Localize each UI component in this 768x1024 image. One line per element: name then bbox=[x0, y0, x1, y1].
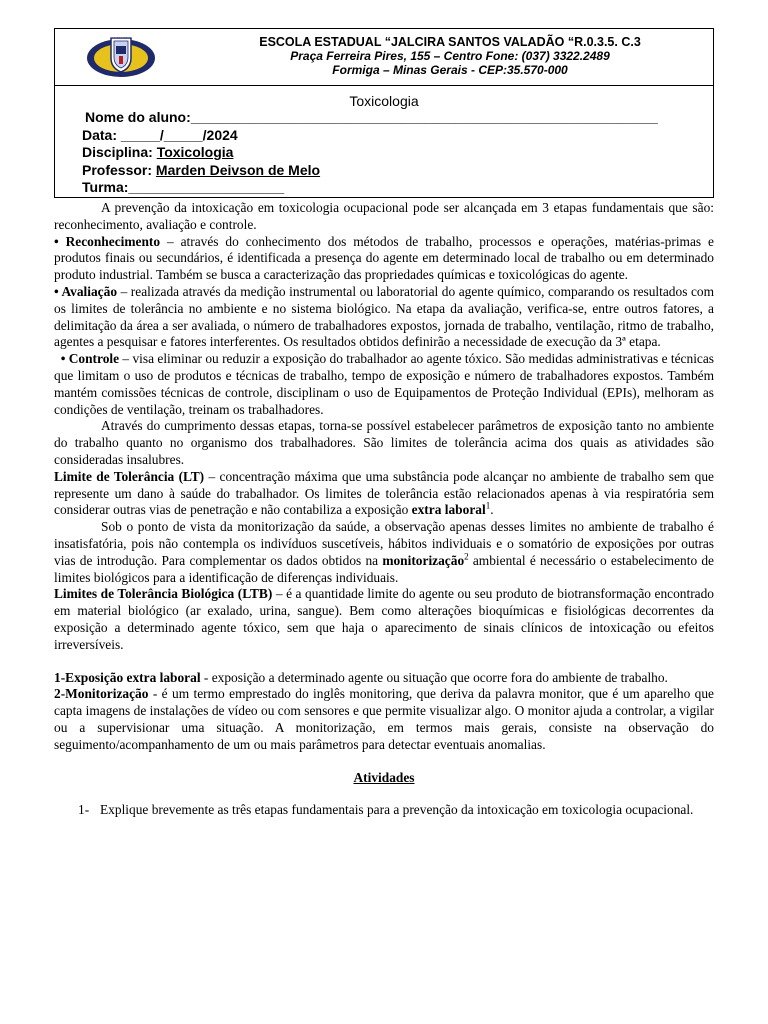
footnote-ref-2: 2 bbox=[464, 551, 469, 562]
control-text: – visa eliminar ou reduzir a exposição do trabalhador ao agente tóxico. São medidas administrativas e técnicas que limitam o uso de produtos e técnicas de trabalho, tempo de exposição e número de trabalhadores expostos. Também mantém comissões técnicas de controle, disciplinam o uso de Equipamentos de Proteção Individual (EPIs), melhoram as condições de ventilação, treinam os trabalhadores. bbox=[54, 351, 718, 417]
stages-paragraph: Através do cumprimento dessas etapas, torna-se possível estabelecer parâmetros de exposição tanto no ambiente do trabalho quanto no organismo dos trabalhadores. São limites de tolerância acima dos quais as atividades são consideradas insalubres. bbox=[54, 418, 714, 467]
question-item bbox=[78, 802, 714, 819]
lt-extra-term: extra laboral bbox=[411, 502, 486, 518]
svg-text:ESCOLA ESTADUAL: ESCOLA ESTADUAL bbox=[105, 34, 137, 39]
lt-paragraph bbox=[54, 469, 714, 519]
student-name-field: Nome do aluno:____________________________________________________________ bbox=[85, 109, 658, 125]
class-field: Turma:____________________ bbox=[82, 179, 285, 195]
student-fields bbox=[82, 109, 658, 197]
control-paragraph bbox=[54, 351, 718, 418]
monitoring-term: monitorização bbox=[382, 552, 465, 568]
recognition-paragraph bbox=[54, 234, 714, 284]
evaluation-text: – realizada através da medição instrumental ou laboratorial do agente químico, comparando os resultados com os limites de tolerância no ambiente e no sistema biológico. Na etapa da avaliação, verifica-se, entre outros fatores, a delimitação da área a ser avaliada, o número de trabalhadores expostos, jornada de trabalho, ventilação, ritmo de trabalho, agentes a pesquisar e fatores interferentes. Os resultados obtidos definirão a necessidade de execução da 3ª etapa. bbox=[54, 283, 714, 350]
discipline-label: Disciplina: bbox=[82, 144, 157, 160]
intro-paragraph: A prevenção da intoxicação em toxicologia ocupacional pode ser alcançada em 3 etapas fundamentais que são: reconhecimento, avaliação e controle. bbox=[54, 200, 714, 232]
discipline-value: Toxicologia bbox=[156, 144, 234, 160]
monitoring-text-a: Sob o ponto de vista da monitorização da saúde, a observação apenas desses limites no ambiente de trabalho é insatisfatória, pois não contempla os indivíduos suscetíveis, hábitos individuais e o somatório de exposições por outras vias de introdução. Para complementar os dados obtidos na bbox=[54, 519, 714, 568]
school-name: ESCOLA ESTADUAL “JALCIRA SANTOS VALADÃO “R.0.3.5. C.3 bbox=[259, 35, 641, 49]
footnote-2-term: 2-Monitorização bbox=[54, 686, 149, 702]
ltb-term: Limites de Tolerância Biológica (LTB) bbox=[54, 586, 273, 602]
activities-title: Atividades bbox=[353, 769, 415, 785]
spacer bbox=[54, 754, 714, 770]
spacer bbox=[54, 654, 714, 670]
footnote-ref-1: 1 bbox=[485, 500, 491, 511]
footnote-1 bbox=[54, 670, 714, 687]
footnote-2 bbox=[54, 686, 714, 753]
header-box bbox=[54, 28, 714, 198]
footnote-2-text: - é um termo emprestado do inglês monitoring, que deriva da palavra monitor, que é um aparelho que capta imagens de instalações de vídeo ou com sensores e que permite visualizar algo. O monitor ajuda a controlar, a vigilar ou a supervisionar uma situação. A monitorização, em termos mais gerais, consiste na observação do seguimento/acompanhamento de um ou mais parâmetros para detectar eventuais anomalias. bbox=[54, 686, 714, 752]
spacer bbox=[54, 786, 714, 802]
school-address: Praça Ferreira Pires, 155 – Centro Fone: (037) 3322.2489 bbox=[290, 49, 610, 63]
date-field: Data: _____/_____/2024 bbox=[82, 126, 238, 143]
professor-label: Professor: bbox=[82, 161, 156, 178]
recognition-term: • Reconhecimento bbox=[54, 233, 161, 249]
evaluation-paragraph bbox=[54, 284, 714, 351]
school-city: Formiga – Minas Gerais - CEP:35.570-000 bbox=[332, 63, 568, 77]
school-header bbox=[55, 29, 713, 86]
footnote-1-term: 1-Exposição extra laboral bbox=[54, 669, 201, 685]
subject-title: Toxicologia bbox=[349, 93, 419, 109]
question-number: 1- bbox=[78, 802, 90, 818]
discipline-field bbox=[82, 144, 658, 162]
ltb-paragraph bbox=[54, 586, 714, 653]
school-info bbox=[235, 35, 665, 77]
control-term: • Controle bbox=[54, 351, 120, 367]
question-text: Explique brevemente as três etapas fundamentais para a prevenção da intoxicação em toxicologia ocupacional. bbox=[100, 802, 694, 818]
monitoring-paragraph bbox=[54, 519, 714, 586]
school-logo bbox=[85, 32, 157, 80]
lt-end: . bbox=[490, 502, 494, 518]
professor-value: Marden Deivson de Melo bbox=[155, 161, 321, 178]
lt-text: – concentração máxima que uma substância pode alcançar no ambiente de trabalho sem que represente um dano à saúde do trabalhador. Os limites de tolerância estão relacionados apenas à via respiratória sem considerar outras vias de penetração e não contabiliza a exposição bbox=[54, 468, 714, 518]
lt-term: Limite de Tolerância (LT) bbox=[54, 468, 205, 484]
professor-field bbox=[82, 162, 658, 180]
recognition-text: – através do conhecimento dos métodos de trabalho, processos e operações, matérias-primas e produtos finais ou secundários, é identificada a presença do agente em determinado local de trabalho ou em determinado produto industrial. Também se busca a caracterização das propriedades químicas e toxicológicas do agente. bbox=[54, 233, 714, 283]
evaluation-term: • Avaliação bbox=[54, 283, 118, 299]
footnote-1-text: - exposição a determinado agente ou situação que ocorre fora do ambiente de trabalho. bbox=[200, 669, 668, 685]
monitoring-text-b: ambiental é necessário o estabelecimento de limites biológicos para a identificação de diferenças individuais. bbox=[54, 552, 714, 585]
activities-heading-line bbox=[54, 770, 714, 787]
ltb-text: – é a quantidade limite do agente ou seu produto de biotransformação encontrado em material biológico (ar exalado, urina, sangue). Bem como alterações bioquímicas e fisiológicas decorrentes da exposição a determinado agente tóxico, sem que haja o aparecimento de sinais clínicos de intoxicação ou efeitos irreversíveis. bbox=[54, 586, 714, 652]
document-body bbox=[54, 200, 718, 819]
